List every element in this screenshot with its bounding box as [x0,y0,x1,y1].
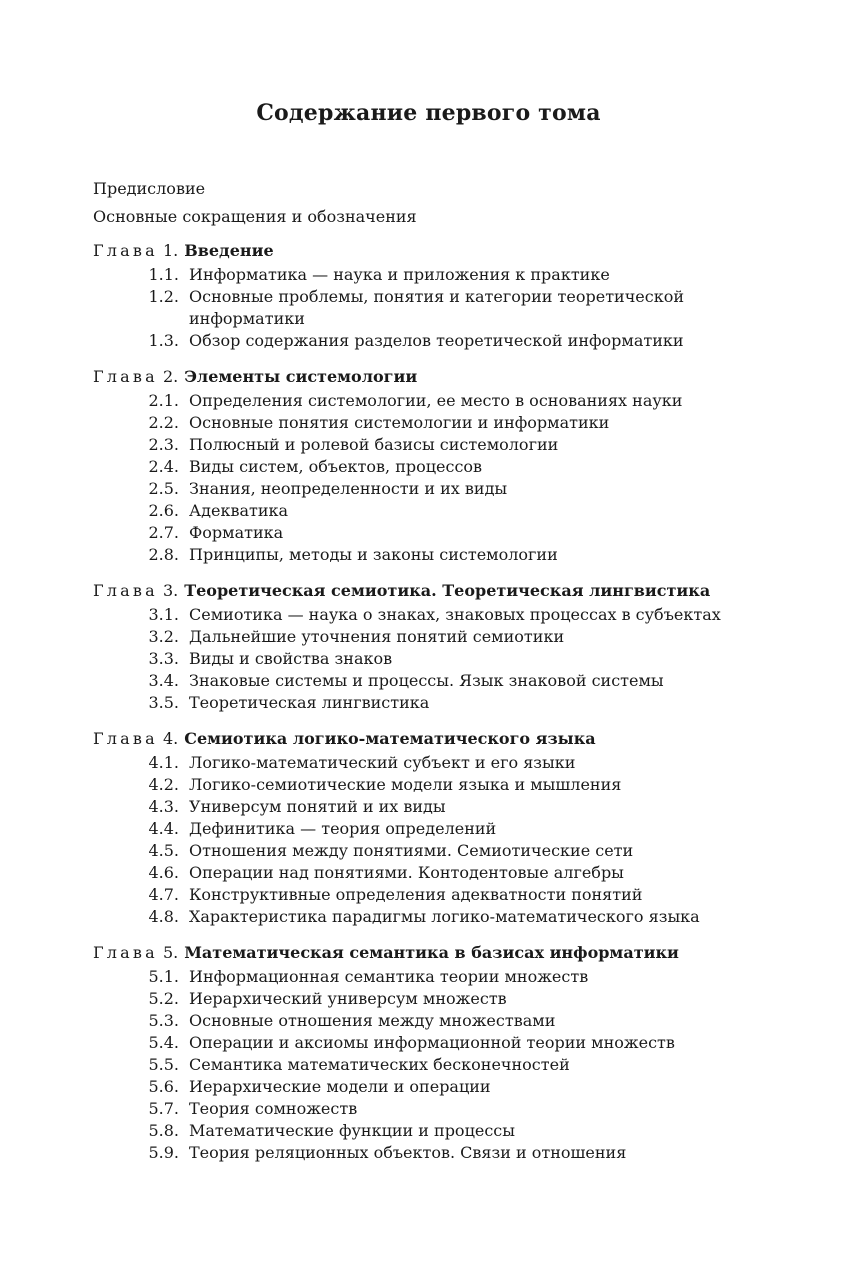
section-row [93,774,773,796]
section-title: Полюсный и ролевой базисы системологии [189,435,559,454]
section-number: 2.3. [148,435,179,454]
section-number: 3.3. [148,649,179,668]
section-row [93,390,773,412]
section-number: 2.1. [148,391,179,410]
section-title: Отношения между понятиями. Семиотические сети [189,841,634,860]
section-title: Виды и свойства знаков [189,649,393,668]
section-row [93,626,773,648]
section-row [93,412,773,434]
section-row [93,1142,773,1164]
chapter-number: 3. [162,581,179,600]
section-row [93,818,773,840]
section-row [93,604,773,626]
section-row [93,330,773,352]
section-row [93,840,773,862]
front-matter-item: Предисловие [93,179,206,198]
section-title: Форматика [189,523,284,542]
section-number: 2.7. [148,523,179,542]
chapter-2 [93,366,773,566]
section-row [93,1032,773,1054]
section-title: Информатика — наука и приложения к практике [189,265,610,284]
chapter-title: Элементы системологии [184,367,418,386]
section-row [93,1076,773,1098]
section-title: Иерархический универсум множеств [189,989,507,1008]
section-title: Основные отношения между множествами [189,1011,556,1030]
chapter-heading [93,240,773,264]
chapter-word: Глава [93,581,158,600]
chapter-number: 2. [162,367,179,386]
chapter-title: Семиотика логико-математического языка [184,729,596,748]
section-title: Основные проблемы, понятия и категории теоретической информатики [189,287,685,328]
section-number: 2.4. [148,457,179,476]
section-row [93,434,773,456]
section-number: 4.4. [148,819,179,838]
chapter-1 [93,240,773,352]
section-number: 4.6. [148,863,179,882]
section-title: Обзор содержания разделов теоретической информатики [189,331,684,350]
section-number: 4.2. [148,775,179,794]
section-number: 2.8. [148,545,179,564]
chapter-word: Глава [93,241,158,260]
chapter-heading [93,942,773,966]
chapter-heading [93,366,773,390]
section-number: 5.4. [148,1033,179,1052]
section-title: Теория сомножеств [189,1099,358,1118]
section-number: 5.1. [148,967,179,986]
section-number: 5.3. [148,1011,179,1030]
section-number: 4.1. [148,753,179,772]
section-title: Логико-математический субъект и его языки [189,753,576,772]
section-row [93,1120,773,1142]
section-row [93,670,773,692]
section-title: Знания, неопределенности и их виды [189,479,508,498]
section-number: 5.6. [148,1077,179,1096]
section-row [93,648,773,670]
chapter-word: Глава [93,367,158,386]
section-title: Принципы, методы и законы системологии [189,545,558,564]
section-row [93,1098,773,1120]
section-row [93,862,773,884]
chapter-4 [93,728,773,928]
section-row [93,884,773,906]
section-number: 3.2. [148,627,179,646]
section-title: Семантика математических бесконечностей [189,1055,570,1074]
section-row [93,692,773,714]
section-row [93,522,773,544]
section-title: Дальнейшие уточнения понятий семиотики [189,627,565,646]
section-title: Теоретическая лингвистика [189,693,430,712]
chapter-list [93,240,773,1178]
chapter-heading [93,580,773,604]
section-row [93,988,773,1010]
section-row [93,966,773,988]
section-number: 5.5. [148,1055,179,1074]
section-number: 2.2. [148,413,179,432]
front-matter-item: Основные сокращения и обозначения [93,207,417,226]
section-row [93,796,773,818]
section-row [93,1010,773,1032]
section-title: Основные понятия системологии и информатики [189,413,610,432]
section-title: Теория реляционных объектов. Связи и отношения [189,1143,627,1162]
section-number: 3.1. [148,605,179,624]
chapter-word: Глава [93,943,158,962]
chapter-5 [93,942,773,1164]
chapter-title: Математическая семантика в базисах информатики [184,943,679,962]
section-number: 5.2. [148,989,179,1008]
section-title: Математические функции и процессы [189,1121,515,1140]
section-title: Характеристика парадигмы логико-математического языка [189,907,700,926]
section-number: 5.8. [148,1121,179,1140]
section-title: Определения системологии, ее место в основаниях науки [189,391,683,410]
section-number: 5.7. [148,1099,179,1118]
section-title: Информационная семантика теории множеств [189,967,589,986]
section-number: 4.7. [148,885,179,904]
section-title: Иерархические модели и операции [189,1077,491,1096]
chapter-3 [93,580,773,714]
section-row [93,544,773,566]
section-number: 5.9. [148,1143,179,1162]
section-number: 4.8. [148,907,179,926]
section-title: Знаковые системы и процессы. Язык знаковой системы [189,671,664,690]
chapter-title: Введение [184,241,274,260]
section-row [93,752,773,774]
chapter-number: 4. [162,729,179,748]
section-number: 4.5. [148,841,179,860]
chapter-heading [93,728,773,752]
chapter-title: Теоретическая семиотика. Теоретическая лингвистика [184,581,711,600]
section-row [93,456,773,478]
section-row [93,906,773,928]
chapter-word: Глава [93,729,158,748]
section-row [93,286,773,330]
page-title: Содержание первого тома [256,100,601,126]
front-matter [93,175,417,231]
section-row [93,1054,773,1076]
section-title: Конструктивные определения адекватности понятий [189,885,643,904]
section-number: 4.3. [148,797,179,816]
chapter-number: 1. [162,241,179,260]
section-number: 3.4. [148,671,179,690]
section-title: Операции и аксиомы информационной теории множеств [189,1033,675,1052]
section-number: 1.1. [148,265,179,284]
section-number: 2.5. [148,479,179,498]
section-title: Универсум понятий и их виды [189,797,446,816]
section-number: 2.6. [148,501,179,520]
section-row [93,264,773,286]
section-row [93,478,773,500]
section-title: Семиотика — наука о знаках, знаковых процессах в субъектах [189,605,721,624]
section-title: Виды систем, объектов, процессов [189,457,483,476]
chapter-number: 5. [162,943,179,962]
section-title: Адекватика [189,501,289,520]
section-number: 1.2. [148,287,179,306]
section-number: 3.5. [148,693,179,712]
section-title: Дефинитика — теория определений [189,819,497,838]
section-row [93,500,773,522]
section-title: Операции над понятиями. Контодентовые алгебры [189,863,624,882]
section-number: 1.3. [148,331,179,350]
section-title: Логико-семиотические модели языка и мышления [189,775,622,794]
